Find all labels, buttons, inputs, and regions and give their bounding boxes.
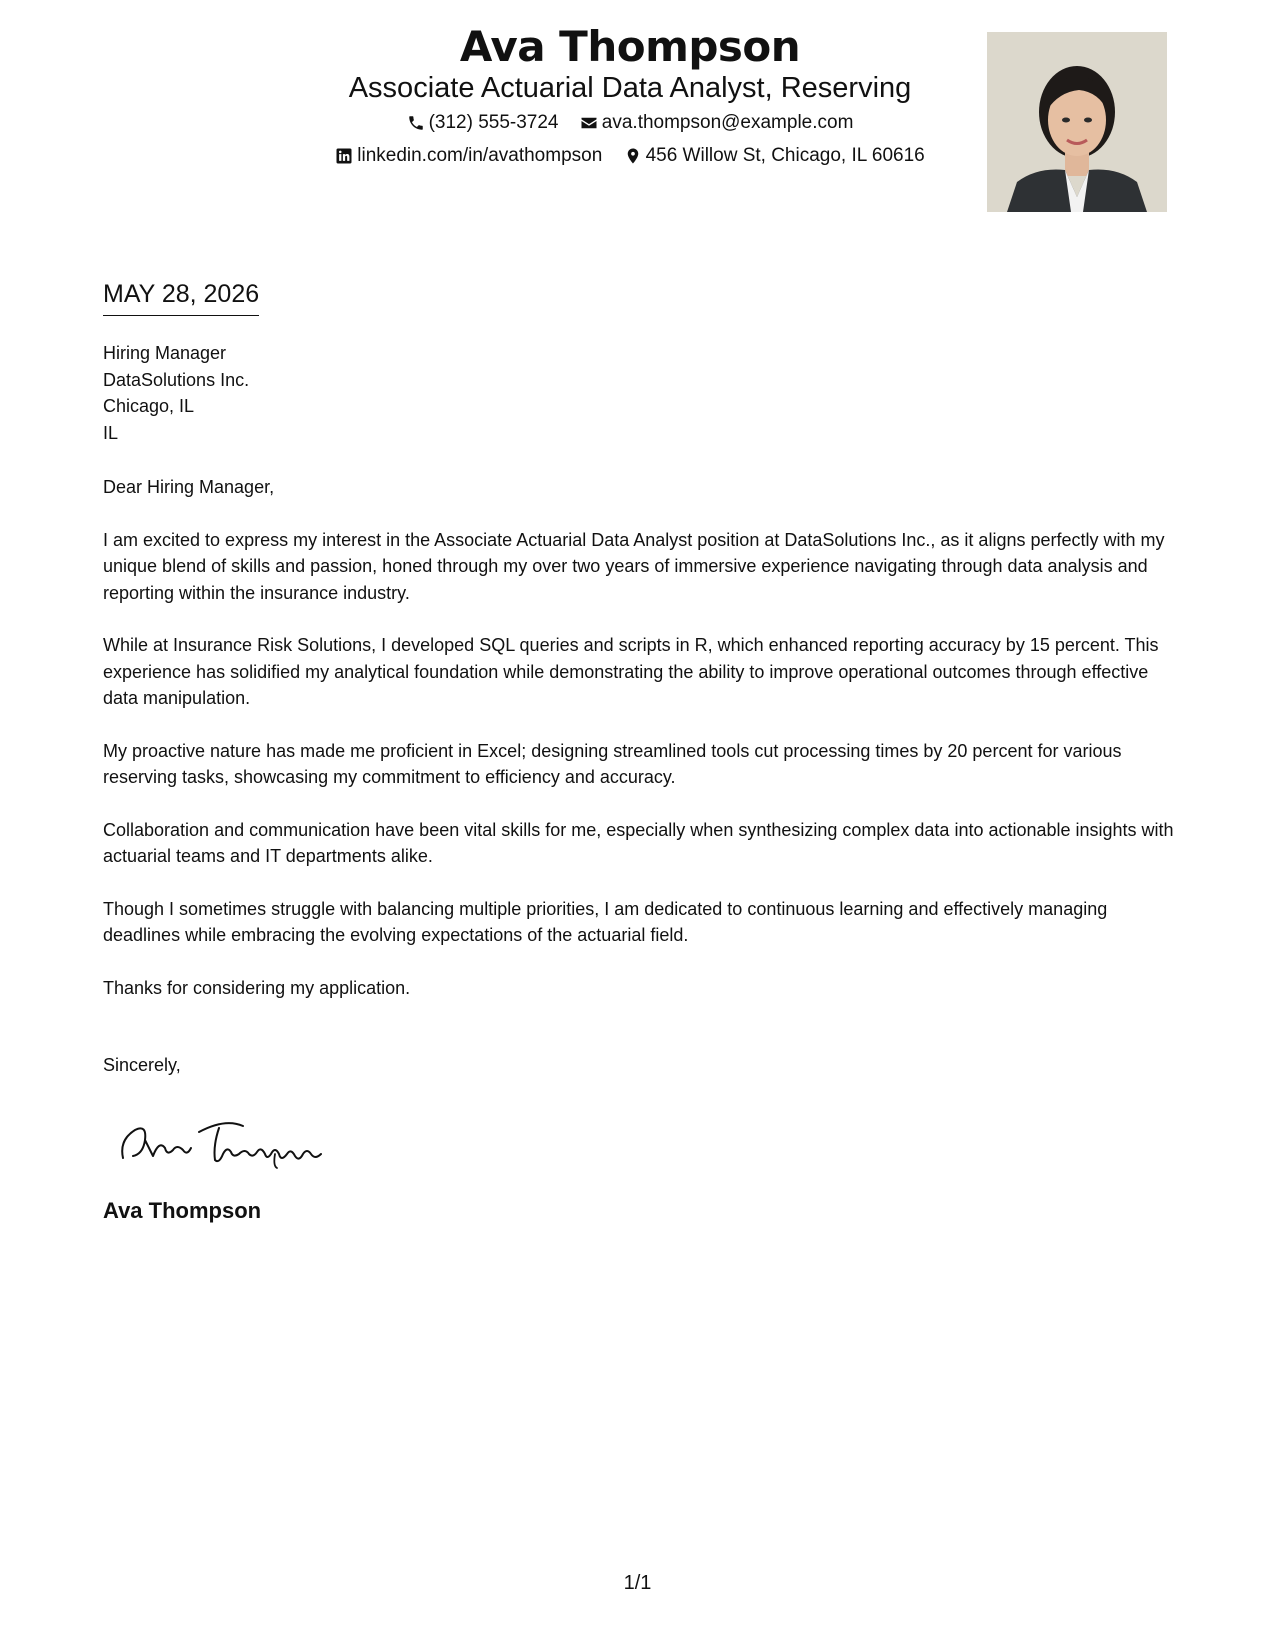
recipient-state: IL <box>103 422 119 443</box>
applicant-name: Ava Thompson <box>459 22 801 71</box>
salutation: Dear Hiring Manager, <box>103 477 275 497</box>
phone-icon <box>407 114 425 132</box>
paragraph-3: My proactive nature has made me proficient in Excel; designing streamlined tools cut processing times by 20 percent for various reserving tasks, showcasing my commitment to efficiency and accuracy. <box>103 740 1122 787</box>
linkedin-contact[interactable] <box>335 145 602 167</box>
email-text[interactable]: ava.thompson@example.com <box>601 112 854 133</box>
phone-text: (312) 555-3724 <box>428 112 559 133</box>
linkedin-icon <box>335 147 353 165</box>
phone-contact <box>407 112 559 134</box>
letter-body <box>103 474 1183 1027</box>
job-title: Associate Actuarial Data Analyst, Reserving <box>348 72 912 104</box>
page-number: 1/1 <box>623 1572 652 1594</box>
profile-photo <box>987 32 1167 212</box>
signed-name: Ava Thompson <box>103 1198 262 1223</box>
recipient-block <box>103 340 249 446</box>
email-contact[interactable] <box>580 112 854 134</box>
envelope-icon <box>580 114 598 132</box>
recipient-city: Chicago, IL <box>103 396 195 416</box>
paragraph-6: Thanks for considering my application. <box>103 977 411 998</box>
recipient-company: DataSolutions Inc. <box>103 369 250 390</box>
paragraph-2: While at Insurance Risk Solutions, I developed SQL queries and scripts in R, which enhanced reporting accuracy by 15 percent. This experience has solidified my analytical foundation while demonstrating the ability to improve operational outcomes through effective data manipulation. <box>103 635 1159 708</box>
closing: Sincerely, <box>103 1055 181 1075</box>
letter-header <box>0 0 1275 230</box>
recipient-title: Hiring Manager <box>103 343 227 363</box>
handwritten-signature <box>115 1110 355 1170</box>
letter-date: MAY 28, 2026 <box>103 280 259 316</box>
map-pin-icon <box>624 147 642 165</box>
paragraph-4: Collaboration and communication have been vital skills for me, especially when synthesizing complex data into actionable insights with actuarial teams and IT departments alike. <box>103 819 1174 866</box>
address-text: 456 Willow St, Chicago, IL 60616 <box>645 145 925 166</box>
linkedin-text[interactable]: linkedin.com/in/avathompson <box>357 145 603 166</box>
address-contact <box>624 145 925 167</box>
paragraph-5: Though I sometimes struggle with balancing multiple priorities, I am dedicated to continuous learning and effectively managing deadlines while embracing the evolving expectations of the actuarial field. <box>103 898 1108 945</box>
paragraph-1: I am excited to express my interest in the Associate Actuarial Data Analyst position at DataSolutions Inc., as it aligns perfectly with my unique blend of skills and passion, honed through my over two years of immersive experience navigating through data analysis and reporting within the insurance industry. <box>103 529 1165 603</box>
